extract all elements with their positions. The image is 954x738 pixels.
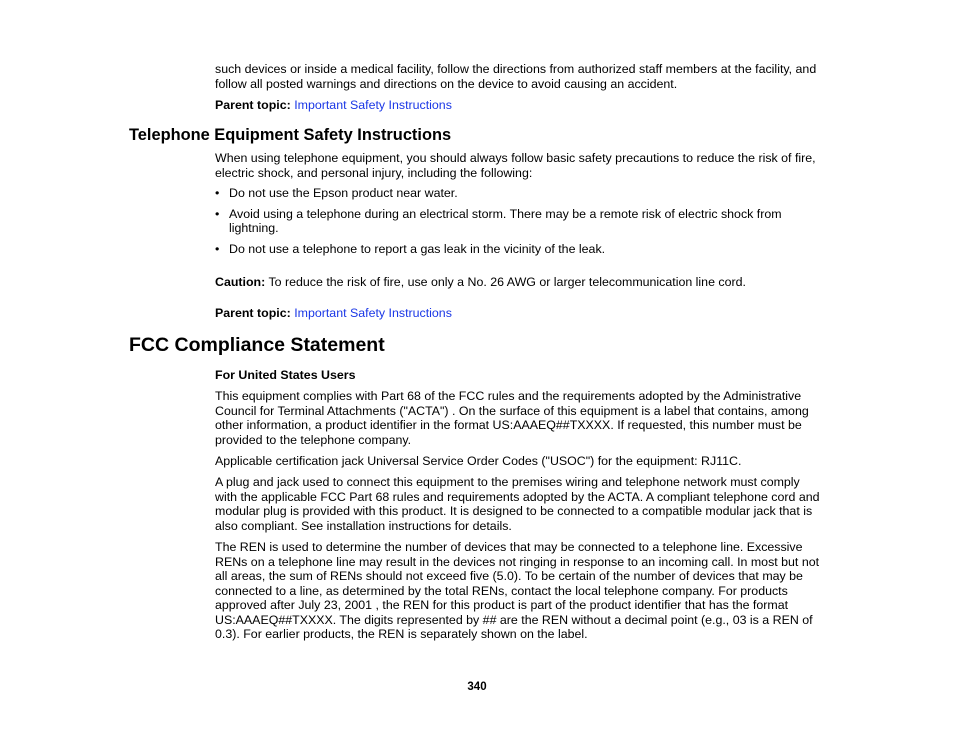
fcc-paragraph: This equipment complies with Part 68 of the FCC rules and the requirements adopted by the Administrative Council for Terminal Attachments ("ACTA") . On the surface of this equipment is a label that contains, among other information, a product identifier in the format US:AAAEQ##TXXXX. If requested, this number must be provided to the telephone company. bbox=[215, 389, 809, 447]
fcc-section-title: FCC Compliance Statement bbox=[129, 334, 385, 356]
caution-text: To reduce the risk of fire, use only a No. 26 AWG or larger telecommunication line cord. bbox=[265, 275, 746, 289]
bullet-item: • Do not use the Epson product near water. bbox=[215, 186, 825, 201]
parent-topic-link[interactable]: Important Safety Instructions bbox=[294, 98, 452, 112]
intro-paragraph: such devices or inside a medical facility, follow the directions from authorized staff members at the facility, and follow all posted warnings and directions on the device to avoid causing an accident. bbox=[215, 62, 817, 91]
bullet-item: • Do not use a telephone to report a gas leak in the vicinity of the leak. bbox=[215, 242, 825, 257]
parent-topic-2 bbox=[215, 306, 825, 321]
fcc-paragraph: A plug and jack used to connect this equipment to the premises wiring and telephone network must comply with the applicable FCC Part 68 rules and requirements adopted by the ACTA. A compliant telephone cord and modular plug is provided with this product. It is designed to be connected to a compatible modular jack that is also compliant. See installation instructions for details. bbox=[215, 475, 820, 533]
telephone-intro: When using telephone equipment, you should always follow basic safety precautions to reduce the risk of fire, electric shock, and personal injury, including the following: bbox=[215, 151, 816, 180]
telephone-section-title: Telephone Equipment Safety Instructions bbox=[129, 126, 452, 144]
parent-topic-link[interactable]: Important Safety Instructions bbox=[294, 306, 452, 320]
fcc-subtitle: For United States Users bbox=[215, 368, 356, 382]
caution-note bbox=[215, 275, 825, 290]
telephone-bullet-list bbox=[215, 186, 825, 256]
fcc-paragraph: The REN is used to determine the number of devices that may be connected to a telephone line. Excessive RENs on a telephone line may result in the devices not ringing in response to an incoming call. In most but not all areas, the sum of RENs should not exceed five (5.0). To be certain of the number of devices that may be connected to a line, as determined by the total RENs, contact the local telephone company. For products approved after July 23, 2001 , the REN for this product is part of the product identifier that has the format US:AAAEQ##TXXXX. The digits represented by ## are the REN without a decimal point (e.g., 03 is a REN of 0.3). For earlier products, the REN is separately shown on the label. bbox=[215, 540, 820, 641]
fcc-paragraph: Applicable certification jack Universal Service Order Codes ("USOC") for the equipment: RJ11C. bbox=[215, 454, 742, 468]
caution-label: Caution: bbox=[215, 275, 266, 289]
parent-topic-label: Parent topic: bbox=[215, 98, 291, 112]
page-number: 340 bbox=[467, 681, 487, 693]
parent-topic-1 bbox=[215, 98, 825, 113]
parent-topic-label: Parent topic: bbox=[215, 306, 291, 320]
bullet-item: • Avoid using a telephone during an electrical storm. There may be a remote risk of electric shock from lightning. bbox=[215, 207, 825, 236]
